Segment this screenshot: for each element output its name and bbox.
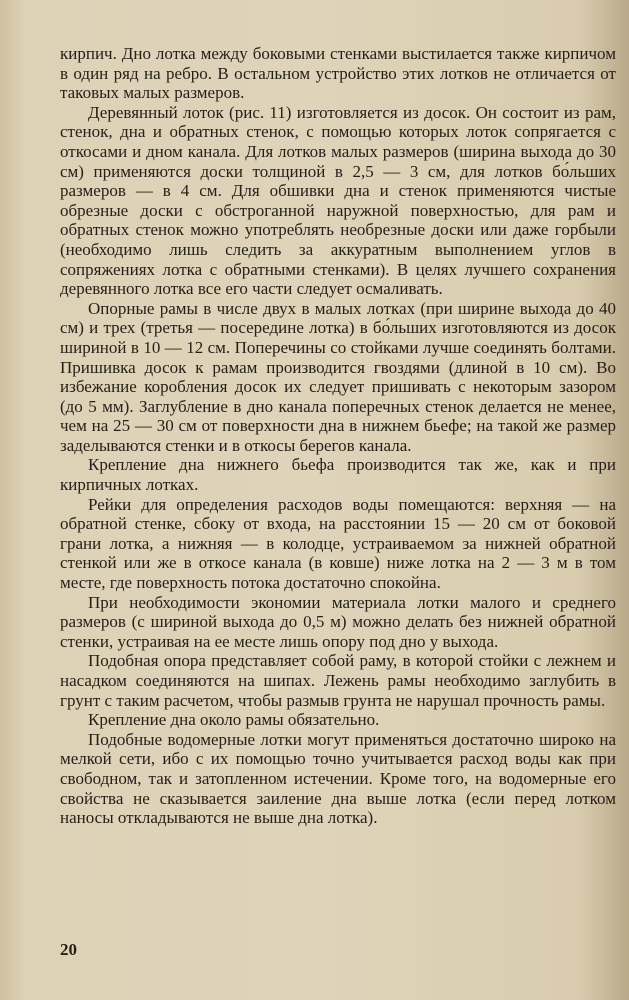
paragraph-8: Крепление дна около рамы обязательно.: [88, 710, 380, 730]
paragraph-7: Подобная опора представляет собой раму, в которой стойки с лежнем и насадком соединяются на шипах. Лежень рамы необходимо заглубить в грунт с таким расчетом, чтобы размыв грунта не нарушал прочность рамы.: [60, 651, 616, 710]
paragraph-6: При необходимости экономии материала лотки малого и среднего размеров (с шириной выхода до 0,5 м) можно делать без нижней обратной стенки, устраивая на ее месте лишь опору под дно у выхода.: [60, 592, 616, 651]
paragraph-2: Деревянный лоток (рис. 11) изготовляется из досок. Он состоит из рам, стенок, дна и обратных стенок, с помощью которых лоток сопрягается с откосами и дном канала. Для лотков малых размеров (ширина выхода до 30 см) применяются доски толщиной в 2,5 — 3 см, для лотков бо́льших размеров — в 4 см. Для обшивки дна и стенок применяются чистые обрезные доски с обстроганной наружной поверхностью, для рам и обратных стенок можно употреблять необрезные доски или даже горбыли (необходимо лишь следить за аккуратным выполнением углов в сопряжениях лотка с обратными стенками). В целях лучшего сохранения деревянного лотка все его части следует осмаливать.: [60, 102, 616, 299]
paragraph-9: Подобные водомерные лотки могут применяться достаточно широко на мелкой сети, ибо с их помощью точно учитывается расход воды как при свободном, так и затопленном истечении. Кроме того, на водомерные его свойства не сказывается заиление дна выше лотка (если перед лотком наносы откладываются не выше дна лотка).: [60, 729, 616, 828]
page-text: [60, 44, 616, 828]
paragraph-5: Рейки для определения расходов воды помещаются: верхняя — на обратной стенке, сбоку от входа, на расстоянии 15 — 20 см от боковой грани лотка, а нижняя — в колодце, устраиваемом за нижней обратной стенкой или же в откосе канала (в ковше) ниже лотка на 2 — 3 м в том месте, где поверхность потока достаточно спокойна.: [60, 494, 616, 593]
paragraph-1: кирпич. Дно лотка между боковыми стенками выстилается также кирпичом в один ряд на ребро. В остальном устройство этих лотков не отличается от таковых малых размеров.: [60, 44, 616, 103]
paragraph-4: Крепление дна нижнего бьефа производится так же, как и при кирпичных лотках.: [60, 455, 616, 495]
page-number: 20: [60, 940, 77, 959]
paragraph-3: Опорные рамы в числе двух в малых лотках (при ширине выхода до 40 см) и трех (третья — посередине лотка) в бо́льших изготовляются из досок шириной в 10 — 12 см. Поперечины со стойками лучше соединять болтами. Пришивка досок к рамам производится гвоздями (длиной в 10 см). Во избежание коробления досок их следует пришивать с некоторым зазором (до 5 мм). Заглубление в дно канала поперечных стенок делается не менее, чем на 25 — 30 см от поверхности дна в нижнем бьефе; на такой же размер заделываются стенки и в откосы берегов канала.: [60, 298, 616, 455]
